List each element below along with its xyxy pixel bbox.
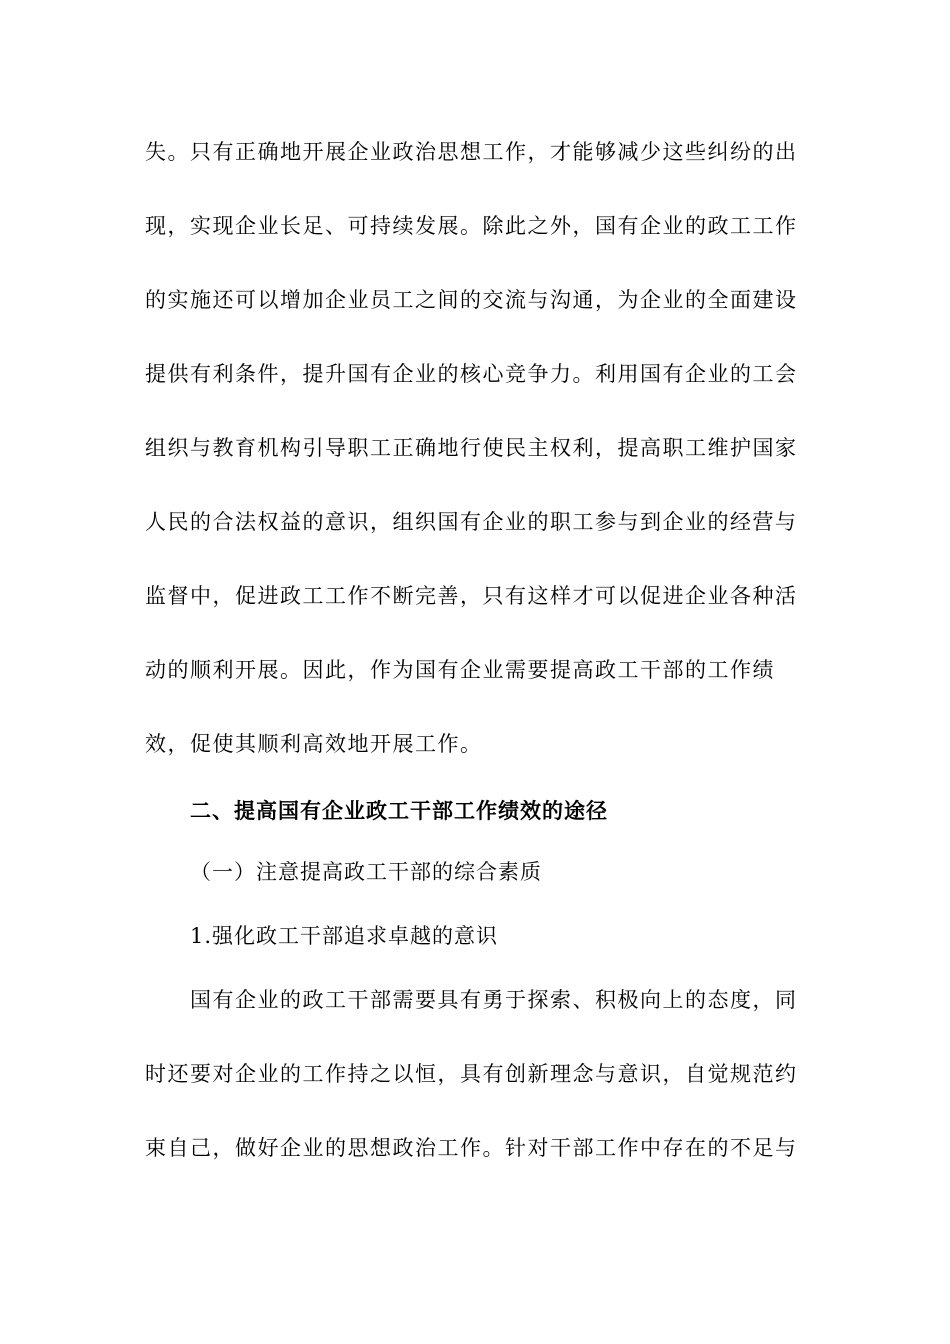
paragraph-line: 组织与教育机构引导职工正确地行使民主权利，提高职工维护国家: [145, 436, 798, 460]
paragraph-line: 提供有利条件，提升国有企业的核心竞争力。利用国有企业的工会: [145, 362, 798, 386]
paragraph-line: 国有企业的政工干部需要具有勇于探索、积极向上的态度，同: [190, 988, 798, 1012]
paragraph-line: 束自己，做好企业的思想政治工作。针对干部工作中存在的不足与: [145, 1136, 798, 1160]
subsection-heading: （一）注意提高政工干部的综合素质: [190, 860, 542, 884]
section-heading: 二、提高国有企业政工干部工作绩效的途径: [190, 798, 608, 823]
paragraph-line: 效，促使其顺利高效地开展工作。: [145, 732, 483, 756]
paragraph-line: 时还要对企业的工作持之以恒，具有创新理念与意识，自觉规范约: [145, 1062, 798, 1086]
paragraph-line: 人民的合法权益的意识，组织国有企业的职工参与到企业的经营与: [145, 510, 798, 534]
paragraph-line: 现，实现企业长足、可持续发展。除此之外，国有企业的政工工作: [145, 214, 798, 238]
paragraph-line: 动的顺利开展。因此，作为国有企业需要提高政工干部的工作绩: [145, 658, 775, 682]
paragraph-line: 的实施还可以增加企业员工之间的交流与沟通，为企业的全面建设: [145, 288, 798, 312]
paragraph-line: 监督中，促进政工工作不断完善，只有这样才可以促进企业各种活: [145, 584, 798, 608]
paragraph-line: 失。只有正确地开展企业政治思想工作，才能够减少这些纠纷的出: [145, 140, 798, 164]
item-heading: 1.强化政工干部追求卓越的意识: [190, 924, 499, 948]
